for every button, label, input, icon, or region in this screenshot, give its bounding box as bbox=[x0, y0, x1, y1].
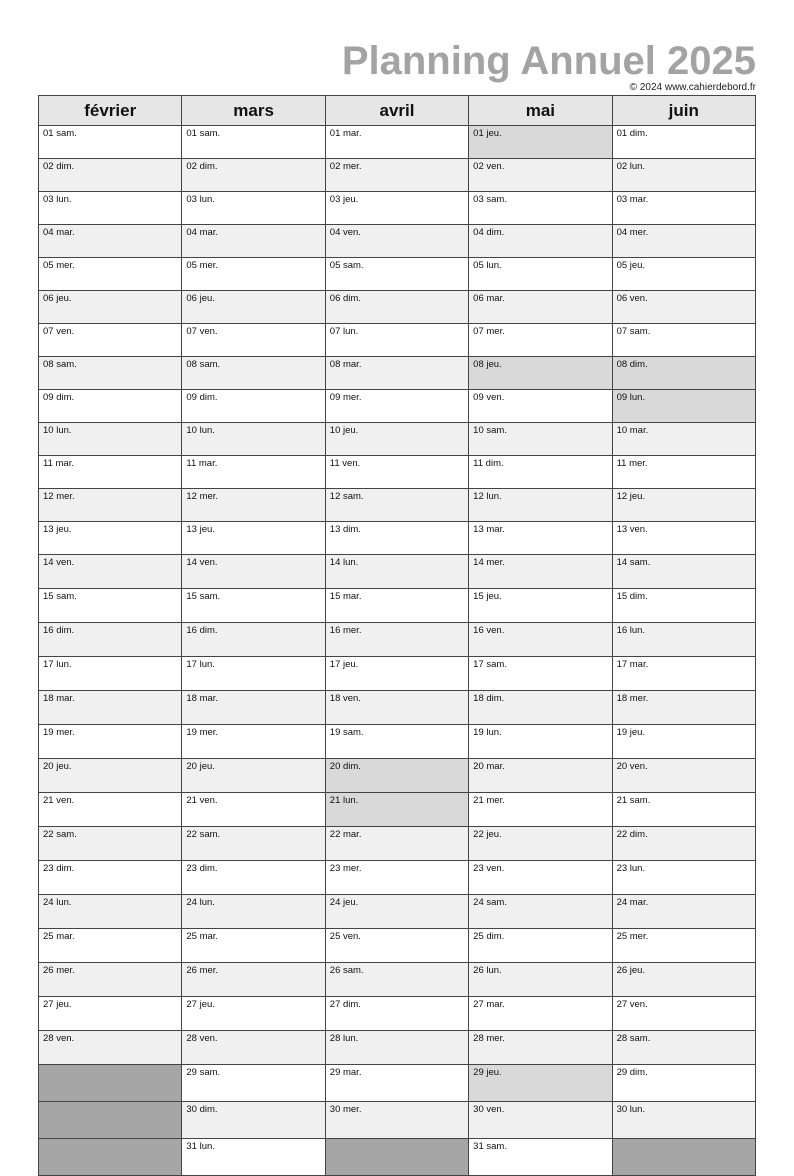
day-cell[interactable]: 06 dim. bbox=[325, 291, 468, 324]
day-cell[interactable]: 12 mer. bbox=[182, 489, 325, 522]
day-row bbox=[39, 657, 756, 691]
month-header: juin bbox=[612, 96, 755, 126]
day-cell[interactable]: 11 ven. bbox=[325, 456, 468, 489]
day-cell[interactable]: 17 lun. bbox=[39, 657, 182, 691]
day-cell[interactable]: 06 mar. bbox=[469, 291, 612, 324]
day-cell[interactable]: 04 mar. bbox=[182, 225, 325, 258]
day-cell[interactable]: 18 mer. bbox=[612, 691, 755, 725]
day-row bbox=[39, 589, 756, 623]
day-row bbox=[39, 623, 756, 657]
day-cell[interactable]: 11 mar. bbox=[39, 456, 182, 489]
day-cell[interactable]: 23 ven. bbox=[469, 861, 612, 895]
day-cell[interactable]: 24 lun. bbox=[182, 895, 325, 929]
day-cell[interactable]: 09 lun. bbox=[612, 390, 755, 423]
day-cell[interactable]: 01 dim. bbox=[612, 126, 755, 159]
day-cell[interactable]: 05 lun. bbox=[469, 258, 612, 291]
empty-day-cell bbox=[612, 1139, 755, 1176]
day-cell[interactable]: 13 dim. bbox=[325, 522, 468, 555]
day-cell[interactable]: 04 dim. bbox=[469, 225, 612, 258]
day-row bbox=[39, 390, 756, 423]
day-cell[interactable]: 29 sam. bbox=[182, 1065, 325, 1102]
empty-day-cell bbox=[39, 1065, 182, 1102]
day-row bbox=[39, 997, 756, 1031]
day-cell[interactable]: 28 lun. bbox=[325, 1031, 468, 1065]
day-cell[interactable]: 17 lun. bbox=[182, 657, 325, 691]
day-cell[interactable]: 24 lun. bbox=[39, 895, 182, 929]
day-cell[interactable]: 03 jeu. bbox=[325, 192, 468, 225]
day-cell[interactable]: 12 jeu. bbox=[612, 489, 755, 522]
day-cell[interactable]: 28 sam. bbox=[612, 1031, 755, 1065]
day-cell[interactable]: 03 lun. bbox=[39, 192, 182, 225]
day-cell[interactable]: 30 mer. bbox=[325, 1102, 468, 1139]
day-cell[interactable]: 03 lun. bbox=[182, 192, 325, 225]
day-row bbox=[39, 691, 756, 725]
day-row bbox=[39, 827, 756, 861]
day-cell[interactable]: 15 mar. bbox=[325, 589, 468, 623]
day-cell[interactable]: 18 ven. bbox=[325, 691, 468, 725]
day-cell[interactable]: 31 lun. bbox=[182, 1139, 325, 1176]
day-cell[interactable]: 03 mar. bbox=[612, 192, 755, 225]
day-cell[interactable]: 12 lun. bbox=[469, 489, 612, 522]
day-cell[interactable]: 25 ven. bbox=[325, 929, 468, 963]
day-cell[interactable]: 04 mar. bbox=[39, 225, 182, 258]
day-row bbox=[39, 793, 756, 827]
day-cell[interactable]: 12 sam. bbox=[325, 489, 468, 522]
day-cell[interactable]: 04 mer. bbox=[612, 225, 755, 258]
day-row bbox=[39, 423, 756, 456]
day-row bbox=[39, 126, 756, 159]
day-cell[interactable]: 21 sam. bbox=[612, 793, 755, 827]
day-cell[interactable]: 15 jeu. bbox=[469, 589, 612, 623]
day-row bbox=[39, 861, 756, 895]
day-cell[interactable]: 16 lun. bbox=[612, 623, 755, 657]
day-cell[interactable]: 18 dim. bbox=[469, 691, 612, 725]
day-cell[interactable]: 16 dim. bbox=[182, 623, 325, 657]
day-cell[interactable]: 08 mar. bbox=[325, 357, 468, 390]
page-title: Planning Annuel 2025 bbox=[341, 39, 756, 83]
day-cell[interactable]: 08 sam. bbox=[39, 357, 182, 390]
day-cell[interactable]: 27 mar. bbox=[469, 997, 612, 1031]
day-cell[interactable]: 08 sam. bbox=[182, 357, 325, 390]
day-cell[interactable]: 16 ven. bbox=[469, 623, 612, 657]
day-row bbox=[39, 1102, 756, 1139]
day-cell[interactable]: 14 mer. bbox=[469, 555, 612, 589]
day-cell[interactable]: 09 dim. bbox=[182, 390, 325, 423]
day-cell[interactable]: 26 sam. bbox=[325, 963, 468, 997]
day-cell[interactable]: 17 sam. bbox=[469, 657, 612, 691]
day-cell[interactable]: 25 mer. bbox=[612, 929, 755, 963]
day-cell[interactable]: 10 mar. bbox=[612, 423, 755, 456]
day-cell[interactable]: 22 sam. bbox=[182, 827, 325, 861]
day-cell[interactable]: 31 sam. bbox=[469, 1139, 612, 1176]
day-cell[interactable]: 05 sam. bbox=[325, 258, 468, 291]
day-row bbox=[39, 489, 756, 522]
day-cell[interactable]: 13 ven. bbox=[612, 522, 755, 555]
day-row bbox=[39, 555, 756, 589]
day-cell[interactable]: 02 ven. bbox=[469, 159, 612, 192]
day-cell[interactable]: 25 mar. bbox=[39, 929, 182, 963]
day-cell[interactable]: 01 jeu. bbox=[469, 126, 612, 159]
day-cell[interactable]: 22 dim. bbox=[612, 827, 755, 861]
copyright-notice: © 2024 www.cahierdebord.fr bbox=[629, 82, 756, 93]
day-cell[interactable]: 25 dim. bbox=[469, 929, 612, 963]
annual-planner-table bbox=[38, 95, 756, 1176]
day-row bbox=[39, 192, 756, 225]
day-cell[interactable]: 06 jeu. bbox=[39, 291, 182, 324]
day-cell[interactable]: 01 mar. bbox=[325, 126, 468, 159]
day-cell[interactable]: 15 sam. bbox=[39, 589, 182, 623]
day-cell[interactable]: 27 dim. bbox=[325, 997, 468, 1031]
day-cell[interactable]: 14 lun. bbox=[325, 555, 468, 589]
day-cell[interactable]: 20 ven. bbox=[612, 759, 755, 793]
day-cell[interactable]: 09 ven. bbox=[469, 390, 612, 423]
day-cell[interactable]: 17 mar. bbox=[612, 657, 755, 691]
day-cell[interactable]: 07 ven. bbox=[182, 324, 325, 357]
day-cell[interactable]: 14 ven. bbox=[39, 555, 182, 589]
day-cell[interactable]: 26 jeu. bbox=[612, 963, 755, 997]
day-row bbox=[39, 225, 756, 258]
day-cell[interactable]: 30 lun. bbox=[612, 1102, 755, 1139]
day-cell[interactable]: 19 sam. bbox=[325, 725, 468, 759]
day-cell[interactable]: 07 sam. bbox=[612, 324, 755, 357]
day-cell[interactable]: 02 dim. bbox=[182, 159, 325, 192]
day-cell[interactable]: 13 jeu. bbox=[182, 522, 325, 555]
day-cell[interactable]: 13 jeu. bbox=[39, 522, 182, 555]
day-row bbox=[39, 759, 756, 793]
day-cell[interactable]: 19 jeu. bbox=[612, 725, 755, 759]
day-cell[interactable]: 28 mer. bbox=[469, 1031, 612, 1065]
day-cell[interactable]: 10 jeu. bbox=[325, 423, 468, 456]
day-cell[interactable]: 23 dim. bbox=[39, 861, 182, 895]
day-cell[interactable]: 23 mer. bbox=[325, 861, 468, 895]
day-cell[interactable]: 23 lun. bbox=[612, 861, 755, 895]
day-row bbox=[39, 324, 756, 357]
month-header: mars bbox=[182, 96, 325, 126]
day-cell[interactable]: 05 jeu. bbox=[612, 258, 755, 291]
day-cell[interactable]: 14 ven. bbox=[182, 555, 325, 589]
day-cell[interactable]: 15 dim. bbox=[612, 589, 755, 623]
day-row bbox=[39, 522, 756, 555]
day-cell[interactable]: 03 sam. bbox=[469, 192, 612, 225]
day-cell[interactable]: 30 dim. bbox=[182, 1102, 325, 1139]
day-row bbox=[39, 1065, 756, 1102]
day-cell[interactable]: 27 jeu. bbox=[39, 997, 182, 1031]
day-cell[interactable]: 01 sam. bbox=[182, 126, 325, 159]
day-cell[interactable]: 22 jeu. bbox=[469, 827, 612, 861]
day-cell[interactable]: 10 sam. bbox=[469, 423, 612, 456]
empty-day-cell bbox=[325, 1139, 468, 1176]
month-header-row bbox=[39, 96, 756, 126]
day-cell[interactable]: 11 dim. bbox=[469, 456, 612, 489]
day-cell[interactable]: 10 lun. bbox=[182, 423, 325, 456]
day-cell[interactable]: 23 dim. bbox=[182, 861, 325, 895]
day-cell[interactable]: 12 mer. bbox=[39, 489, 182, 522]
day-row bbox=[39, 291, 756, 324]
day-cell[interactable]: 05 mer. bbox=[182, 258, 325, 291]
day-cell[interactable]: 19 lun. bbox=[469, 725, 612, 759]
day-row bbox=[39, 456, 756, 489]
day-row bbox=[39, 258, 756, 291]
day-cell[interactable]: 30 ven. bbox=[469, 1102, 612, 1139]
day-row bbox=[39, 1139, 756, 1176]
day-cell[interactable]: 29 mar. bbox=[325, 1065, 468, 1102]
day-row bbox=[39, 159, 756, 192]
day-cell[interactable]: 27 jeu. bbox=[182, 997, 325, 1031]
day-cell[interactable]: 06 jeu. bbox=[182, 291, 325, 324]
empty-day-cell bbox=[39, 1139, 182, 1176]
day-cell[interactable]: 20 jeu. bbox=[39, 759, 182, 793]
day-row bbox=[39, 963, 756, 997]
day-cell[interactable]: 19 mer. bbox=[182, 725, 325, 759]
day-cell[interactable]: 02 lun. bbox=[612, 159, 755, 192]
day-cell[interactable]: 13 mar. bbox=[469, 522, 612, 555]
month-header: avril bbox=[325, 96, 468, 126]
day-cell[interactable]: 21 lun. bbox=[325, 793, 468, 827]
day-cell[interactable]: 26 lun. bbox=[469, 963, 612, 997]
day-cell[interactable]: 27 ven. bbox=[612, 997, 755, 1031]
day-cell[interactable]: 07 lun. bbox=[325, 324, 468, 357]
day-cell[interactable]: 09 dim. bbox=[39, 390, 182, 423]
day-row bbox=[39, 895, 756, 929]
day-cell[interactable]: 07 ven. bbox=[39, 324, 182, 357]
day-cell[interactable]: 11 mar. bbox=[182, 456, 325, 489]
day-cell[interactable]: 24 jeu. bbox=[325, 895, 468, 929]
day-row bbox=[39, 929, 756, 963]
day-cell[interactable]: 28 ven. bbox=[39, 1031, 182, 1065]
day-cell[interactable]: 14 sam. bbox=[612, 555, 755, 589]
day-cell[interactable]: 20 jeu. bbox=[182, 759, 325, 793]
day-cell[interactable]: 20 dim. bbox=[325, 759, 468, 793]
day-cell[interactable]: 08 dim. bbox=[612, 357, 755, 390]
day-cell[interactable]: 22 mar. bbox=[325, 827, 468, 861]
day-cell[interactable]: 20 mar. bbox=[469, 759, 612, 793]
day-cell[interactable]: 18 mar. bbox=[182, 691, 325, 725]
day-cell[interactable]: 22 sam. bbox=[39, 827, 182, 861]
day-cell[interactable]: 02 dim. bbox=[39, 159, 182, 192]
day-cell[interactable]: 17 jeu. bbox=[325, 657, 468, 691]
day-cell[interactable]: 24 sam. bbox=[469, 895, 612, 929]
month-header: mai bbox=[469, 96, 612, 126]
day-cell[interactable]: 08 jeu. bbox=[469, 357, 612, 390]
day-cell[interactable]: 09 mer. bbox=[325, 390, 468, 423]
day-cell[interactable]: 21 ven. bbox=[182, 793, 325, 827]
day-row bbox=[39, 1031, 756, 1065]
day-cell[interactable]: 02 mer. bbox=[325, 159, 468, 192]
day-cell[interactable]: 15 sam. bbox=[182, 589, 325, 623]
planner-body bbox=[39, 126, 756, 1176]
day-cell[interactable]: 26 mer. bbox=[39, 963, 182, 997]
day-cell[interactable]: 26 mer. bbox=[182, 963, 325, 997]
day-cell[interactable]: 04 ven. bbox=[325, 225, 468, 258]
day-cell[interactable]: 16 mer. bbox=[325, 623, 468, 657]
day-cell[interactable]: 01 sam. bbox=[39, 126, 182, 159]
day-cell[interactable]: 29 jeu. bbox=[469, 1065, 612, 1102]
day-cell[interactable]: 29 dim. bbox=[612, 1065, 755, 1102]
day-cell[interactable]: 07 mer. bbox=[469, 324, 612, 357]
day-row bbox=[39, 725, 756, 759]
day-cell[interactable]: 16 dim. bbox=[39, 623, 182, 657]
day-cell[interactable]: 06 ven. bbox=[612, 291, 755, 324]
day-cell[interactable]: 05 mer. bbox=[39, 258, 182, 291]
day-row bbox=[39, 357, 756, 390]
day-cell[interactable]: 21 mer. bbox=[469, 793, 612, 827]
day-cell[interactable]: 18 mar. bbox=[39, 691, 182, 725]
empty-day-cell bbox=[39, 1102, 182, 1139]
day-cell[interactable]: 25 mar. bbox=[182, 929, 325, 963]
day-cell[interactable]: 24 mar. bbox=[612, 895, 755, 929]
month-header: février bbox=[39, 96, 182, 126]
day-cell[interactable]: 21 ven. bbox=[39, 793, 182, 827]
day-cell[interactable]: 28 ven. bbox=[182, 1031, 325, 1065]
day-cell[interactable]: 11 mer. bbox=[612, 456, 755, 489]
day-cell[interactable]: 19 mer. bbox=[39, 725, 182, 759]
day-cell[interactable]: 10 lun. bbox=[39, 423, 182, 456]
